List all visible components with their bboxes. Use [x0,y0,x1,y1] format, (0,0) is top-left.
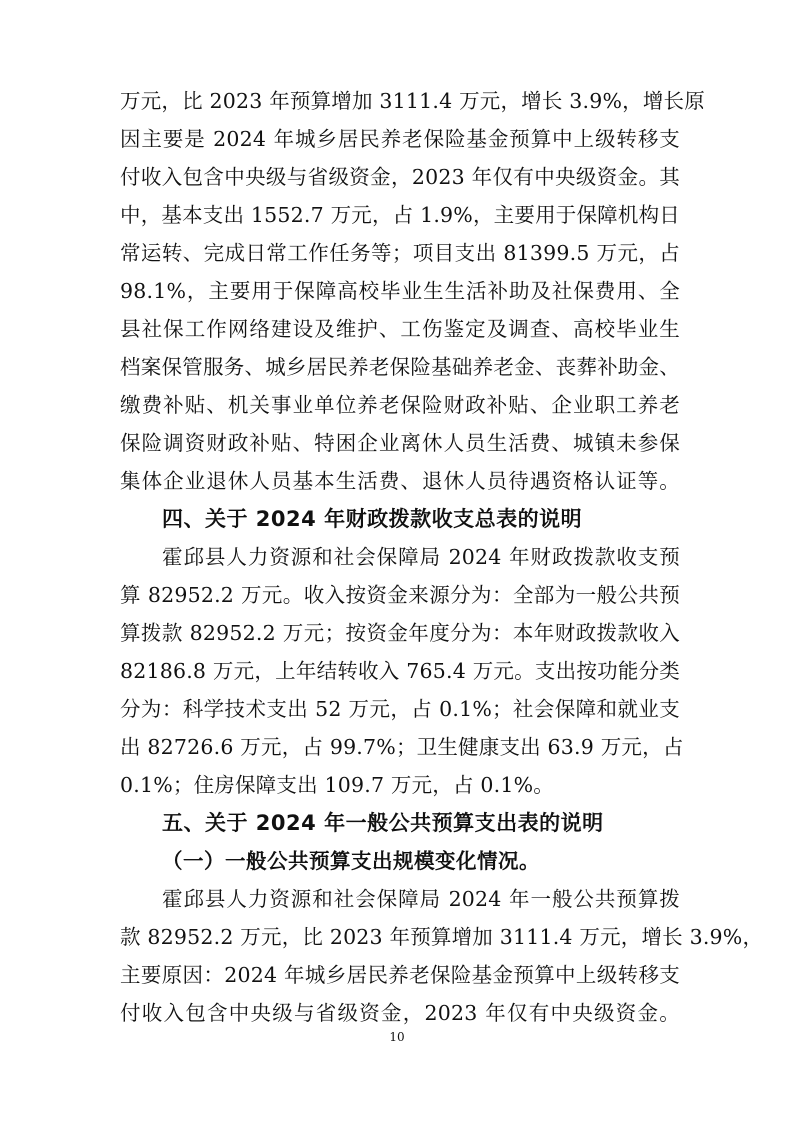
paragraph-line: 集体企业退休人员基本生活费、退休人员待遇资格认证等。 [120,469,680,493]
paragraph-line: 款 82952.2 万元，比 2023 年预算增加 3111.4 万元，增长 3.9%， [120,925,764,949]
page-number: 10 [389,1030,405,1044]
paragraph-line: 缴费补贴、机关事业单位养老保险财政补贴、企业职工养老 [120,393,680,417]
paragraph-line: 中，基本支出 1552.7 万元，占 1.9%，主要用于保障机构日 [120,203,680,227]
paragraph-line: 算 82952.2 万元。收入按资金来源分为：全部为一般公共预 [120,583,680,607]
paragraph-line: 档案保管服务、城乡居民养老保险基础养老金、丧葬补助金、 [120,355,680,379]
paragraph-line: 保险调资财政补贴、特困企业离休人员生活费、城镇未参保 [120,431,680,455]
paragraph-line: 霍邱县人力资源和社会保障局 2024 年财政拨款收支预 [162,545,680,569]
paragraph-line: 因主要是 2024 年城乡居民养老保险基金预算中上级转移支 [120,127,680,151]
paragraph-line: 出 82726.6 万元，占 99.7%；卫生健康支出 63.9 万元，占 [120,735,684,759]
paragraph-line: 万元，比 2023 年预算增加 3111.4 万元，增长 3.9%，增长原 [120,89,705,113]
paragraph-line: 分为：科学技术支出 52 万元，占 0.1%；社会保障和就业支 [120,697,680,721]
paragraph-line: 算拨款 82952.2 万元；按资金年度分为：本年财政拨款收入 [120,621,680,645]
section-heading: 四、关于 2024 年财政拨款收支总表的说明 [162,507,583,531]
paragraph-line: 县社保工作网络建设及维护、工伤鉴定及调查、高校毕业生 [120,317,680,341]
section-heading: 五、关于 2024 年一般公共预算支出表的说明 [162,811,604,835]
paragraph-line: 付收入包含中央级与省级资金，2023 年仅有中央级资金。 [120,1001,680,1025]
paragraph-line: 0.1%；住房保障支出 109.7 万元，占 0.1%。 [120,773,554,797]
paragraph-line: 付收入包含中央级与省级资金，2023 年仅有中央级资金。其 [120,165,680,189]
paragraph-line: 常运转、完成日常工作任务等；项目支出 81399.5 万元，占 [120,241,680,265]
paragraph-line: 主要原因：2024 年城乡居民养老保险基金预算中上级转移支 [120,963,680,987]
paragraph-line: 霍邱县人力资源和社会保障局 2024 年一般公共预算拨 [162,887,680,911]
paragraph-line: 98.1%，主要用于保障高校毕业生生活补助及社保费用、全 [120,279,680,303]
subsection-heading: （一）一般公共预算支出规模变化情况。 [162,849,540,873]
paragraph-line: 82186.8 万元，上年结转收入 765.4 万元。支出按功能分类 [120,659,680,683]
